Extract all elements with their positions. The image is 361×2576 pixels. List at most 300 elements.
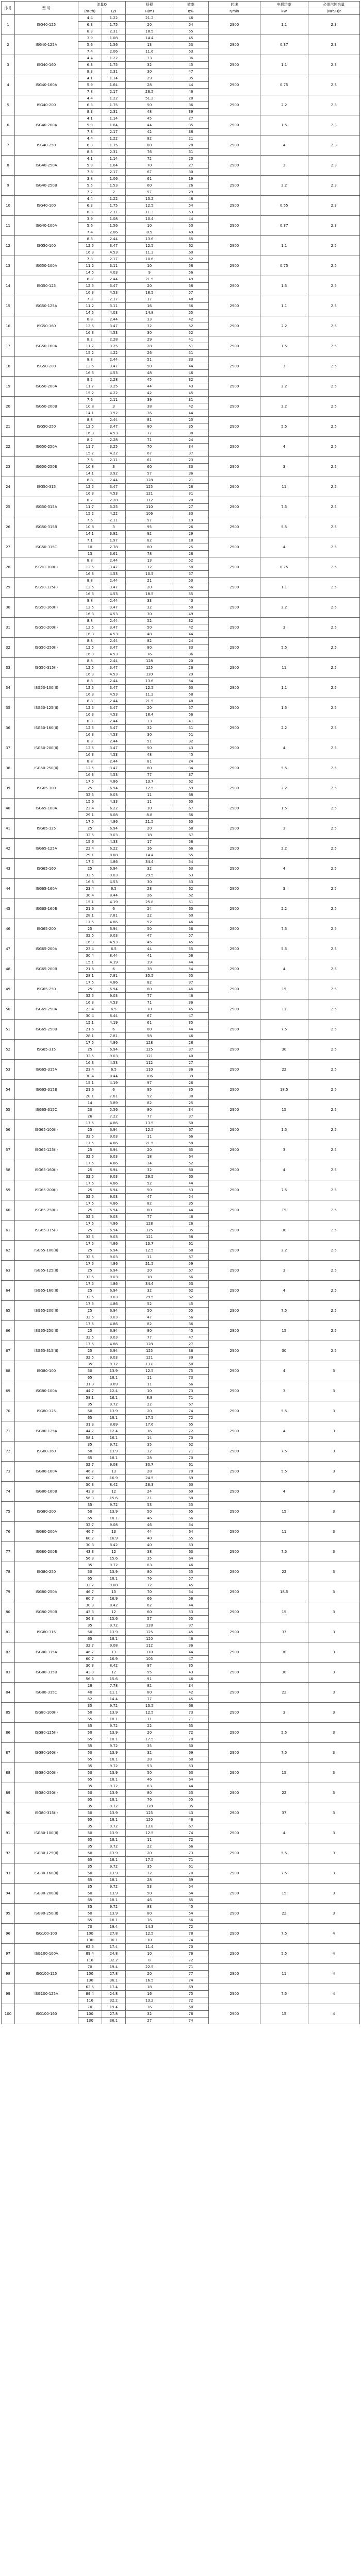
- flow-ls: 3.47: [102, 323, 125, 330]
- row-index: 2: [2, 35, 15, 55]
- speed-value: 2900: [208, 55, 260, 75]
- efficiency-value: 67: [173, 1823, 208, 1830]
- pump-model: ISG100-100A: [15, 1944, 78, 1964]
- flow-ls: 3: [102, 403, 125, 410]
- efficiency-value: 62: [173, 778, 208, 785]
- table-row: [2, 1823, 360, 1830]
- table-row: [2, 1241, 360, 1247]
- flow-m3h: 52: [78, 1696, 102, 1703]
- row-index: 95: [2, 1904, 15, 1924]
- efficiency-value: 68: [173, 1361, 208, 1368]
- flow-ls: 9.03: [102, 1053, 125, 1060]
- speed-value: 2900: [208, 35, 260, 55]
- pump-model: ISG80-250B: [15, 1602, 78, 1622]
- efficiency-value: 54: [173, 859, 208, 866]
- flow-m3h: 8.8: [78, 678, 102, 685]
- flow-ls: 8.69: [102, 1381, 125, 1388]
- flow-m3h: 46.7: [78, 1529, 102, 1535]
- npsh-value: 2.5: [308, 758, 360, 778]
- flow-ls: 8.44: [102, 953, 125, 959]
- flow-m3h: 16.3: [78, 290, 102, 296]
- flow-ls: 8.42: [102, 1482, 125, 1488]
- flow-m3h: 46.7: [78, 1589, 102, 1596]
- flow-m3h: 14.1: [78, 470, 102, 477]
- npsh-value: 3: [308, 1904, 360, 1924]
- head-value: 21.5: [126, 819, 173, 825]
- pump-model: ISG65-200B: [15, 959, 78, 979]
- pump-model: ISG40-125A: [15, 35, 78, 55]
- row-index: 78: [2, 1562, 15, 1582]
- head-value: 36: [126, 2004, 173, 2011]
- row-index: 92: [2, 1843, 15, 1863]
- flow-ls: 1.75: [102, 202, 125, 209]
- npsh-value: 2.5: [308, 377, 360, 397]
- pump-model: ISG50-100A: [15, 256, 78, 276]
- row-index: 42: [2, 839, 15, 859]
- speed-value: 2900: [208, 95, 260, 115]
- head-value: 13.2: [126, 196, 173, 202]
- npsh-value: 2.5: [308, 296, 360, 316]
- row-index: 75: [2, 1502, 15, 1522]
- head-value: 46: [126, 1515, 173, 1522]
- efficiency-value: 65: [173, 852, 208, 859]
- efficiency-value: 63: [173, 872, 208, 879]
- flow-m3h: 50: [78, 1810, 102, 1817]
- flow-m3h: 8.8: [78, 578, 102, 584]
- flow-m3h: 60.7: [78, 1656, 102, 1663]
- power-value: 2.2: [260, 839, 308, 859]
- speed-value: 2900: [208, 1924, 260, 1944]
- npsh-value: 2.5: [308, 859, 360, 879]
- flow-m3h: 4.4: [78, 135, 102, 142]
- speed-value: 2900: [208, 1080, 260, 1100]
- efficiency-value: 45: [173, 1904, 208, 1910]
- table-row: [2, 1843, 360, 1850]
- efficiency-value: 24: [173, 437, 208, 444]
- table-row: [2, 1281, 360, 1287]
- flow-m3h: 6.3: [78, 22, 102, 28]
- head-value: 50: [126, 926, 173, 933]
- head-value: 12.5: [126, 243, 173, 249]
- efficiency-value: 20: [173, 497, 208, 504]
- flow-ls: 32.2: [102, 1997, 125, 2004]
- flow-ls: 6.94: [102, 1328, 125, 1334]
- efficiency-value: 56: [173, 1596, 208, 1602]
- flow-ls: 13.9: [102, 1569, 125, 1575]
- speed-value: 2900: [208, 1663, 260, 1683]
- efficiency-value: 32: [173, 618, 208, 624]
- efficiency-value: 41: [173, 336, 208, 343]
- efficiency-value: 56: [173, 269, 208, 276]
- power-value: 37: [260, 1622, 308, 1642]
- head-value: 50: [126, 1890, 173, 1897]
- efficiency-value: 27: [173, 115, 208, 122]
- flow-m3h: 25: [78, 785, 102, 792]
- power-value: 5.5: [260, 939, 308, 959]
- flow-ls: 4.86: [102, 1321, 125, 1328]
- flow-m3h: 6.3: [78, 142, 102, 149]
- speed-value: 2900: [208, 939, 260, 959]
- table-row: [2, 879, 360, 886]
- npsh-value: 4: [308, 1944, 360, 1964]
- flow-m3h: 65: [78, 1636, 102, 1642]
- power-value: 2.2: [260, 899, 308, 919]
- head-value: 128: [126, 1622, 173, 1629]
- flow-m3h: 12.5: [78, 624, 102, 631]
- flow-ls: 3: [102, 524, 125, 531]
- flow-ls: 2.44: [102, 578, 125, 584]
- table-row: [2, 1642, 360, 1649]
- head-value: 128: [126, 658, 173, 665]
- efficiency-value: 70: [173, 1944, 208, 1951]
- efficiency-value: 35: [173, 1803, 208, 1810]
- power-value: 37: [260, 1803, 308, 1823]
- table-row: [2, 1602, 360, 1609]
- flow-m3h: 32.5: [78, 1234, 102, 1241]
- row-index: 10: [2, 196, 15, 216]
- flow-m3h: 50: [78, 1629, 102, 1636]
- power-value: 2.2: [260, 176, 308, 196]
- efficiency-value: 45: [173, 1301, 208, 1308]
- efficiency-value: 34: [173, 444, 208, 450]
- pump-model: ISG65-125: [15, 819, 78, 839]
- head-value: 67: [126, 169, 173, 176]
- head-value: 27: [126, 2018, 173, 2024]
- table-row: [2, 698, 360, 705]
- pump-model: ISG80-315B: [15, 1663, 78, 1683]
- speed-value: 2900: [208, 457, 260, 477]
- efficiency-value: 24: [173, 758, 208, 765]
- flow-m3h: 25: [78, 1308, 102, 1314]
- npsh-value: 2.5: [308, 397, 360, 417]
- speed-value: 2900: [208, 1743, 260, 1763]
- flow-ls: 15.6: [102, 1495, 125, 1502]
- speed-value: 2900: [208, 1562, 260, 1582]
- flow-ls: 9.03: [102, 792, 125, 799]
- npsh-value: 2.5: [308, 1261, 360, 1281]
- head-value: 120: [126, 671, 173, 678]
- npsh-value: 2.5: [308, 618, 360, 638]
- npsh-value: 3: [308, 1381, 360, 1401]
- flow-ls: 1.22: [102, 135, 125, 142]
- head-value: 125: [126, 1348, 173, 1354]
- head-value: 38: [126, 403, 173, 410]
- power-value: 11: [260, 477, 308, 497]
- head-value: 16.5: [126, 1977, 173, 1984]
- flow-m3h: 16.3: [78, 430, 102, 437]
- row-index: 20: [2, 397, 15, 417]
- efficiency-value: 70: [173, 1468, 208, 1475]
- flow-m3h: 3.9: [78, 216, 102, 223]
- efficiency-value: 66: [173, 1843, 208, 1850]
- flow-ls: 2.31: [102, 28, 125, 35]
- flow-ls: 4.03: [102, 269, 125, 276]
- head-value: 20: [126, 1730, 173, 1736]
- efficiency-value: 55: [173, 1797, 208, 1803]
- speed-value: 2900: [208, 196, 260, 216]
- table-row: [2, 437, 360, 444]
- table-row: [2, 1221, 360, 1227]
- flow-ls: 2.44: [102, 618, 125, 624]
- pump-model: ISG40-200: [15, 95, 78, 115]
- speed-value: 2900: [208, 276, 260, 296]
- head-value: 80: [126, 765, 173, 772]
- flow-m3h: 56.3: [78, 1495, 102, 1502]
- head-value: 30: [126, 330, 173, 336]
- flow-ls: 13.9: [102, 1368, 125, 1375]
- flow-m3h: 50: [78, 1448, 102, 1455]
- speed-value: 2900: [208, 598, 260, 618]
- row-index: 68: [2, 1361, 15, 1381]
- head-value: 18.4: [126, 711, 173, 718]
- flow-m3h: 32.5: [78, 832, 102, 839]
- flow-m3h: 12.5: [78, 323, 102, 330]
- pump-model: ISG40-100: [15, 196, 78, 216]
- efficiency-value: 68: [173, 792, 208, 799]
- speed-value: 2900: [208, 879, 260, 899]
- pump-model: ISG80-200: [15, 1502, 78, 1522]
- efficiency-value: 36: [173, 1066, 208, 1073]
- efficiency-value: 52: [173, 557, 208, 564]
- row-index: 98: [2, 1964, 15, 1984]
- pump-model: ISG65-315(II): [15, 1341, 78, 1361]
- npsh-value: 2.5: [308, 1100, 360, 1120]
- flow-ls: 9.72: [102, 1803, 125, 1810]
- efficiency-value: 56: [173, 584, 208, 591]
- efficiency-value: 54: [173, 1884, 208, 1890]
- head-value: 39: [126, 959, 173, 966]
- head-value: 17.6: [126, 1421, 173, 1428]
- table-row: [2, 718, 360, 725]
- pump-model: ISG50-100: [15, 236, 78, 256]
- efficiency-value: 44: [173, 1649, 208, 1656]
- speed-value: 2900: [208, 1442, 260, 1462]
- speed-value: 2900: [208, 1341, 260, 1361]
- pump-model: ISG80-125: [15, 1401, 78, 1421]
- head-value: 80: [126, 986, 173, 993]
- efficiency-value: 39: [173, 1354, 208, 1361]
- row-index: 44: [2, 879, 15, 899]
- flow-m3h: 32.5: [78, 1294, 102, 1301]
- flow-m3h: 15.1: [78, 1080, 102, 1087]
- head-value: 58: [126, 1033, 173, 1040]
- flow-ls: 9.08: [102, 1582, 125, 1589]
- efficiency-value: 76: [173, 2011, 208, 2018]
- flow-m3h: 6.3: [78, 202, 102, 209]
- table-row: [2, 1582, 360, 1589]
- flow-ls: 4.86: [102, 1301, 125, 1308]
- speed-value: 2900: [208, 1301, 260, 1321]
- efficiency-value: 55: [173, 1569, 208, 1575]
- flow-ls: 13.9: [102, 1910, 125, 1917]
- efficiency-value: 54: [173, 202, 208, 209]
- flow-m3h: 35: [78, 1622, 102, 1629]
- table-row: [2, 919, 360, 926]
- flow-m3h: 31.3: [78, 1421, 102, 1428]
- flow-ls: 9.03: [102, 933, 125, 939]
- flow-m3h: 25: [78, 1227, 102, 1234]
- efficiency-value: 19: [173, 517, 208, 524]
- head-value: 77: [126, 430, 173, 437]
- speed-value: 2900: [208, 1060, 260, 1080]
- head-value: 13.7: [126, 778, 173, 785]
- head-value: 11: [126, 799, 173, 805]
- npsh-value: 3: [308, 1462, 360, 1482]
- pump-model: ISG40-200A: [15, 115, 78, 135]
- efficiency-value: 35: [173, 1227, 208, 1234]
- row-index: 85: [2, 1703, 15, 1723]
- flow-ls: 3.47: [102, 243, 125, 249]
- power-value: 4: [260, 1160, 308, 1180]
- head-value: 76: [126, 1575, 173, 1582]
- head-value: 80: [126, 1569, 173, 1575]
- pump-model: ISG65-125(II): [15, 1261, 78, 1281]
- flow-m3h: 130: [78, 1937, 102, 1944]
- head-value: 20: [126, 584, 173, 591]
- pump-model: ISG80-200(I): [15, 1763, 78, 1783]
- efficiency-value: 28: [173, 142, 208, 149]
- flow-ls: 3.47: [102, 564, 125, 571]
- flow-ls: 13.9: [102, 1629, 125, 1636]
- speed-value: 2900: [208, 1401, 260, 1421]
- efficiency-value: 60: [173, 819, 208, 825]
- npsh-value: 2.3: [308, 35, 360, 55]
- flow-ls: 13.9: [102, 1750, 125, 1756]
- npsh-value: 2.5: [308, 1080, 360, 1100]
- power-value: 2.2: [260, 598, 308, 618]
- power-value: 1.1: [260, 236, 308, 256]
- efficiency-value: 45: [173, 390, 208, 397]
- head-value: 95: [126, 524, 173, 531]
- efficiency-value: 60: [173, 906, 208, 912]
- flow-ls: 4.33: [102, 839, 125, 845]
- npsh-value: 2.5: [308, 256, 360, 276]
- efficiency-value: 38: [173, 430, 208, 437]
- flow-m3h: 50: [78, 1770, 102, 1776]
- efficiency-value: 48: [173, 698, 208, 705]
- efficiency-value: 70: [173, 1870, 208, 1877]
- speed-value: 2900: [208, 1602, 260, 1622]
- power-value: 7.5: [260, 497, 308, 517]
- power-value: 0.75: [260, 256, 308, 276]
- efficiency-value: 44: [173, 410, 208, 417]
- head-value: 21.5: [126, 698, 173, 705]
- npsh-value: 2.5: [308, 598, 360, 618]
- flow-ls: 6.94: [102, 1287, 125, 1294]
- flow-m3h: 17.5: [78, 1200, 102, 1207]
- flow-ls: 16.9: [102, 1475, 125, 1482]
- power-value: 4: [260, 859, 308, 879]
- head-value: 50: [126, 624, 173, 631]
- power-value: 11: [260, 999, 308, 1020]
- head-value: 121: [126, 1234, 173, 1241]
- efficiency-value: 51: [173, 350, 208, 357]
- head-value: 18.5: [126, 28, 173, 35]
- head-value: 13.2: [126, 1997, 173, 2004]
- pump-model: ISG80-250(I): [15, 1783, 78, 1803]
- flow-ls: 2.11: [102, 517, 125, 524]
- efficiency-value: 29: [173, 531, 208, 537]
- speed-value: 2900: [208, 1582, 260, 1602]
- speed-value: 2900: [208, 618, 260, 638]
- flow-ls: 19.4: [102, 1924, 125, 1930]
- flow-ls: 1.97: [102, 537, 125, 544]
- efficiency-value: 71: [173, 1448, 208, 1455]
- flow-ls: 4.86: [102, 1040, 125, 1046]
- flow-m3h: 16.3: [78, 711, 102, 718]
- flow-ls: 12: [102, 1549, 125, 1555]
- npsh-value: 2.3: [308, 176, 360, 196]
- efficiency-value: 56: [173, 926, 208, 933]
- head-value: 67: [126, 450, 173, 457]
- power-value: 15: [260, 1502, 308, 1522]
- speed-value: 2900: [208, 919, 260, 939]
- efficiency-value: 65: [173, 1535, 208, 1542]
- efficiency-value: 26: [173, 524, 208, 531]
- npsh-value: 3: [308, 1522, 360, 1542]
- flow-m3h: 17.5: [78, 1341, 102, 1348]
- npsh-value: 2.5: [308, 1060, 360, 1080]
- speed-value: 2900: [208, 1863, 260, 1884]
- flow-ls: 6: [102, 966, 125, 973]
- efficiency-value: 26: [173, 1221, 208, 1227]
- row-index: 40: [2, 799, 15, 819]
- efficiency-value: 25: [173, 1100, 208, 1107]
- table-row: [2, 75, 360, 82]
- flow-ls: 3.25: [102, 383, 125, 390]
- pump-model: ISG80-315C: [15, 1683, 78, 1703]
- flow-ls: 6.94: [102, 1267, 125, 1274]
- row-index: 52: [2, 1040, 15, 1060]
- flow-ls: 3.47: [102, 705, 125, 711]
- efficiency-value: 38: [173, 1093, 208, 1100]
- table-row: [2, 999, 360, 1006]
- flow-ls: 18.1: [102, 1817, 125, 1823]
- flow-ls: 2.44: [102, 638, 125, 645]
- flow-ls: 3.25: [102, 504, 125, 511]
- flow-m3h: 35: [78, 1502, 102, 1509]
- head-value: 32: [126, 725, 173, 732]
- npsh-value: 2.5: [308, 959, 360, 979]
- power-value: 3: [260, 618, 308, 638]
- npsh-value: 2.5: [308, 939, 360, 959]
- flow-ls: 4.86: [102, 819, 125, 825]
- flow-ls: 18.1: [102, 1797, 125, 1803]
- flow-ls: 13.9: [102, 1408, 125, 1415]
- flow-m3h: 12.5: [78, 745, 102, 752]
- pump-model: ISG65-200(I): [15, 1180, 78, 1200]
- head-value: 42: [126, 390, 173, 397]
- flow-ls: 9.72: [102, 1904, 125, 1910]
- flow-ls: 17.4: [102, 1984, 125, 1991]
- head-value: 38: [126, 1549, 173, 1555]
- pump-model: ISG65-100: [15, 778, 78, 799]
- flow-m3h: 8.2: [78, 437, 102, 444]
- head-value: 50: [126, 1187, 173, 1194]
- row-index: 14: [2, 276, 15, 296]
- efficiency-value: 45: [173, 1006, 208, 1013]
- speed-value: 2900: [208, 417, 260, 437]
- head-value: 17: [126, 839, 173, 845]
- head-value: 128: [126, 1221, 173, 1227]
- npsh-value: 2.5: [308, 1160, 360, 1180]
- speed-value: 2900: [208, 1843, 260, 1863]
- efficiency-value: 47: [173, 1656, 208, 1663]
- flow-ls: 3.92: [102, 410, 125, 417]
- head-value: 13.6: [126, 236, 173, 243]
- flow-m3h: 32.5: [78, 792, 102, 799]
- table-row: [2, 457, 360, 464]
